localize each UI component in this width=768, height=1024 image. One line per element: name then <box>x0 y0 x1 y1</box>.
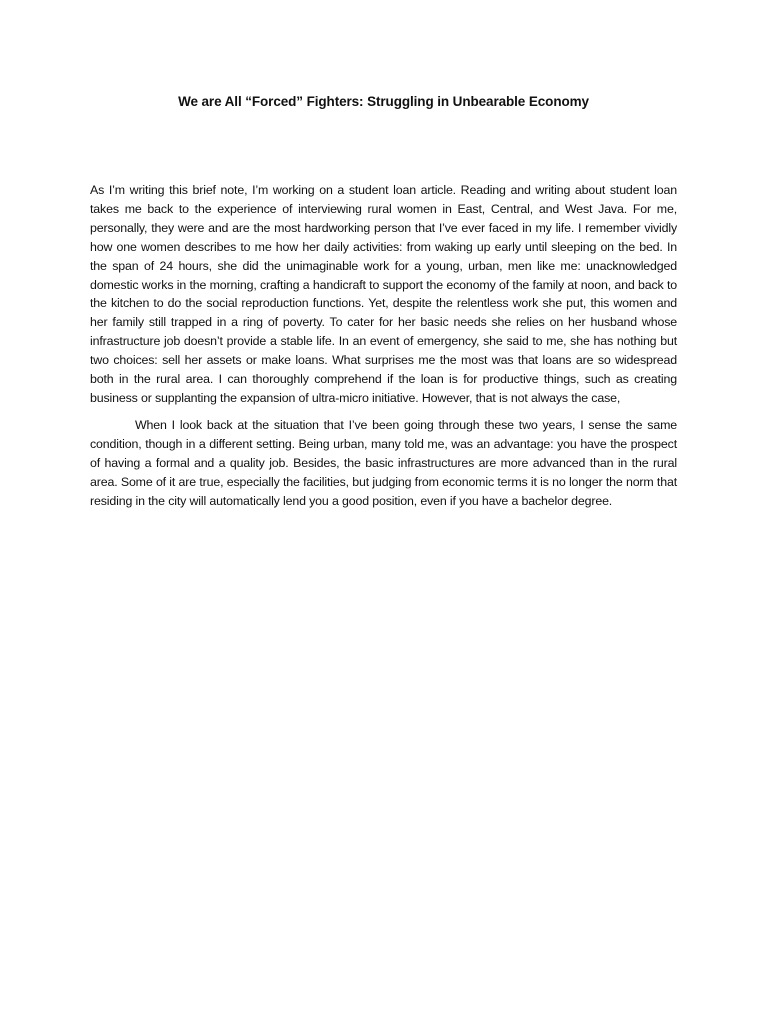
document-body <box>90 181 677 518</box>
document-title: We are All “Forced” Fighters: Struggling in Unbearable Economy <box>178 94 589 109</box>
paragraph-1: As I’m writing this brief note, I’m working on a student loan article. Reading and writing about student loan takes me back to the experience of interviewing rural women in East, Central, and West Java. For me, personally, they were and are the most hardworking person that I’ve ever faced in my life. I remember vividly how one women describes to me how her daily activities: from waking up early until sleeping on the bed. In the span of 24 hours, she did the unimaginable work for a young, urban, men like me: unacknowledged domestic works in the morning, crafting a handicraft to support the economy of the family at noon, and back to the kitchen to do the social reproduction functions. Yet, despite the relentless work she put, this women and her family still trapped in a ring of poverty. To cater for her basic needs she relies on her husband whose infrastructure job doesn’t provide a stable life. In an event of emergency, she said to me, she has nothing but two choices: sell her assets or make loans. What surprises me the most was that loans are so widespread both in the rural area. I can thoroughly comprehend if the loan is for productive things, such as creating business or supplanting the expansion of ultra-micro initiative. However, that is not always the case, <box>90 183 677 405</box>
paragraph-2: When I look back at the situation that I’ve been going through these two years, I sense the same condition, though in a different setting. Being urban, many told me, was an advantage: you have the prospect of having a formal and a quality job. Besides, the basic infrastructures are more advanced than in the rural area. Some of it are true, especially the facilities, but judging from economic terms it is no longer the norm that residing in the city will automatically lend you a good position, even if you have a bachelor degree. <box>90 417 677 508</box>
